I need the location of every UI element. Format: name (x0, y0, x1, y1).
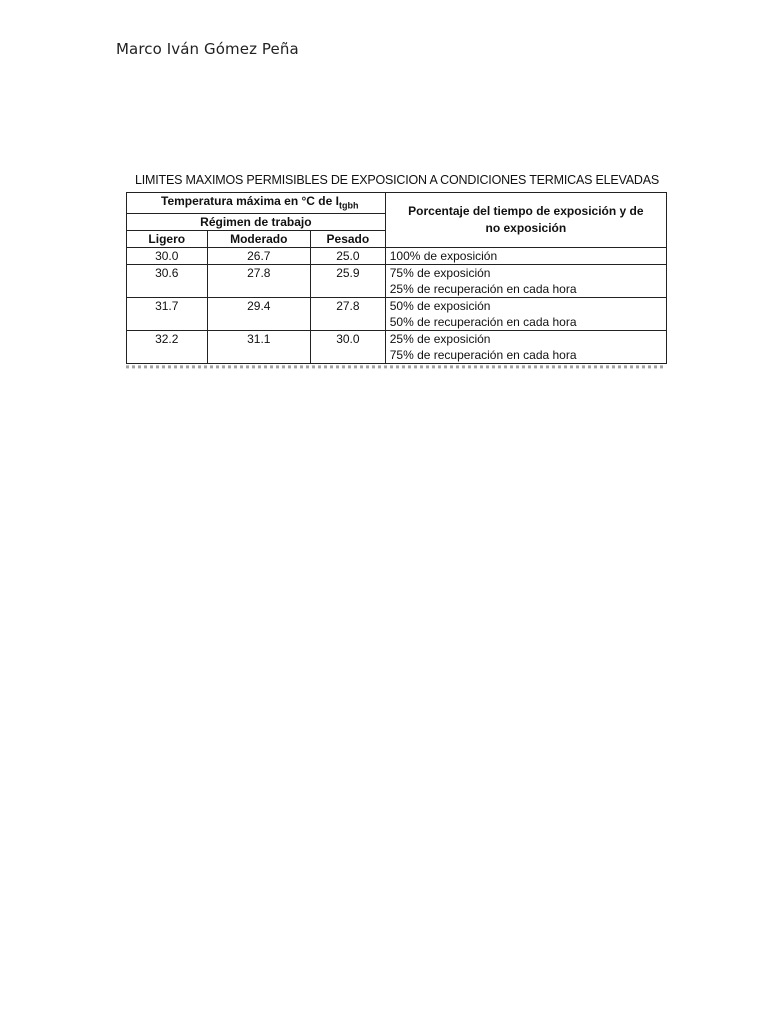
col-header-ligero: Ligero (127, 231, 208, 248)
cell-description (385, 265, 666, 298)
percentage-header-line2: no exposición (485, 221, 567, 236)
description-line2: 25% de recuperación en cada hora (389, 282, 577, 297)
description-line2: 50% de recuperación en cada hora (389, 315, 577, 330)
cell-ligero: 31.7 (127, 298, 208, 331)
description-line1: 100% de exposición (389, 249, 498, 264)
percentage-header (385, 193, 666, 248)
description-line1: 75% de exposición (389, 266, 491, 281)
exposure-limits-table (126, 192, 667, 364)
col-header-moderado: Moderado (207, 231, 311, 248)
author-name: Marco Iván Gómez Peña (116, 40, 299, 58)
cropped-text-fragment (126, 365, 666, 371)
temperature-header-subscript: tgbh (338, 200, 359, 211)
table-title: LIMITES MAXIMOS PERMISIBLES DE EXPOSICION A CONDICIONES TERMICAS ELEVADAS (135, 173, 659, 187)
cell-moderado: 29.4 (207, 298, 311, 331)
temperature-header-text: Temperatura máxima en °C de I (161, 194, 339, 208)
cell-pesado: 25.0 (311, 248, 386, 265)
table-row (127, 331, 667, 364)
description-line1: 25% de exposición (389, 332, 491, 347)
temperature-header (127, 193, 386, 214)
cell-pesado: 27.8 (311, 298, 386, 331)
table-row (127, 298, 667, 331)
table-header-row (127, 193, 667, 214)
description-line2: 75% de recuperación en cada hora (389, 348, 577, 363)
table-row (127, 248, 667, 265)
cell-description (385, 331, 666, 364)
cell-ligero: 32.2 (127, 331, 208, 364)
percentage-header-line1: Porcentaje del tiempo de exposición y de (408, 204, 644, 219)
cell-description (385, 248, 666, 265)
table-row (127, 265, 667, 298)
regimen-header: Régimen de trabajo (127, 214, 386, 231)
cell-pesado: 30.0 (311, 331, 386, 364)
cell-moderado: 31.1 (207, 331, 311, 364)
cell-description (385, 298, 666, 331)
cell-moderado: 27.8 (207, 265, 311, 298)
cell-moderado: 26.7 (207, 248, 311, 265)
cell-ligero: 30.6 (127, 265, 208, 298)
cell-ligero: 30.0 (127, 248, 208, 265)
description-line1: 50% de exposición (389, 299, 491, 314)
cell-pesado: 25.9 (311, 265, 386, 298)
col-header-pesado: Pesado (311, 231, 386, 248)
table-figure (126, 170, 668, 371)
